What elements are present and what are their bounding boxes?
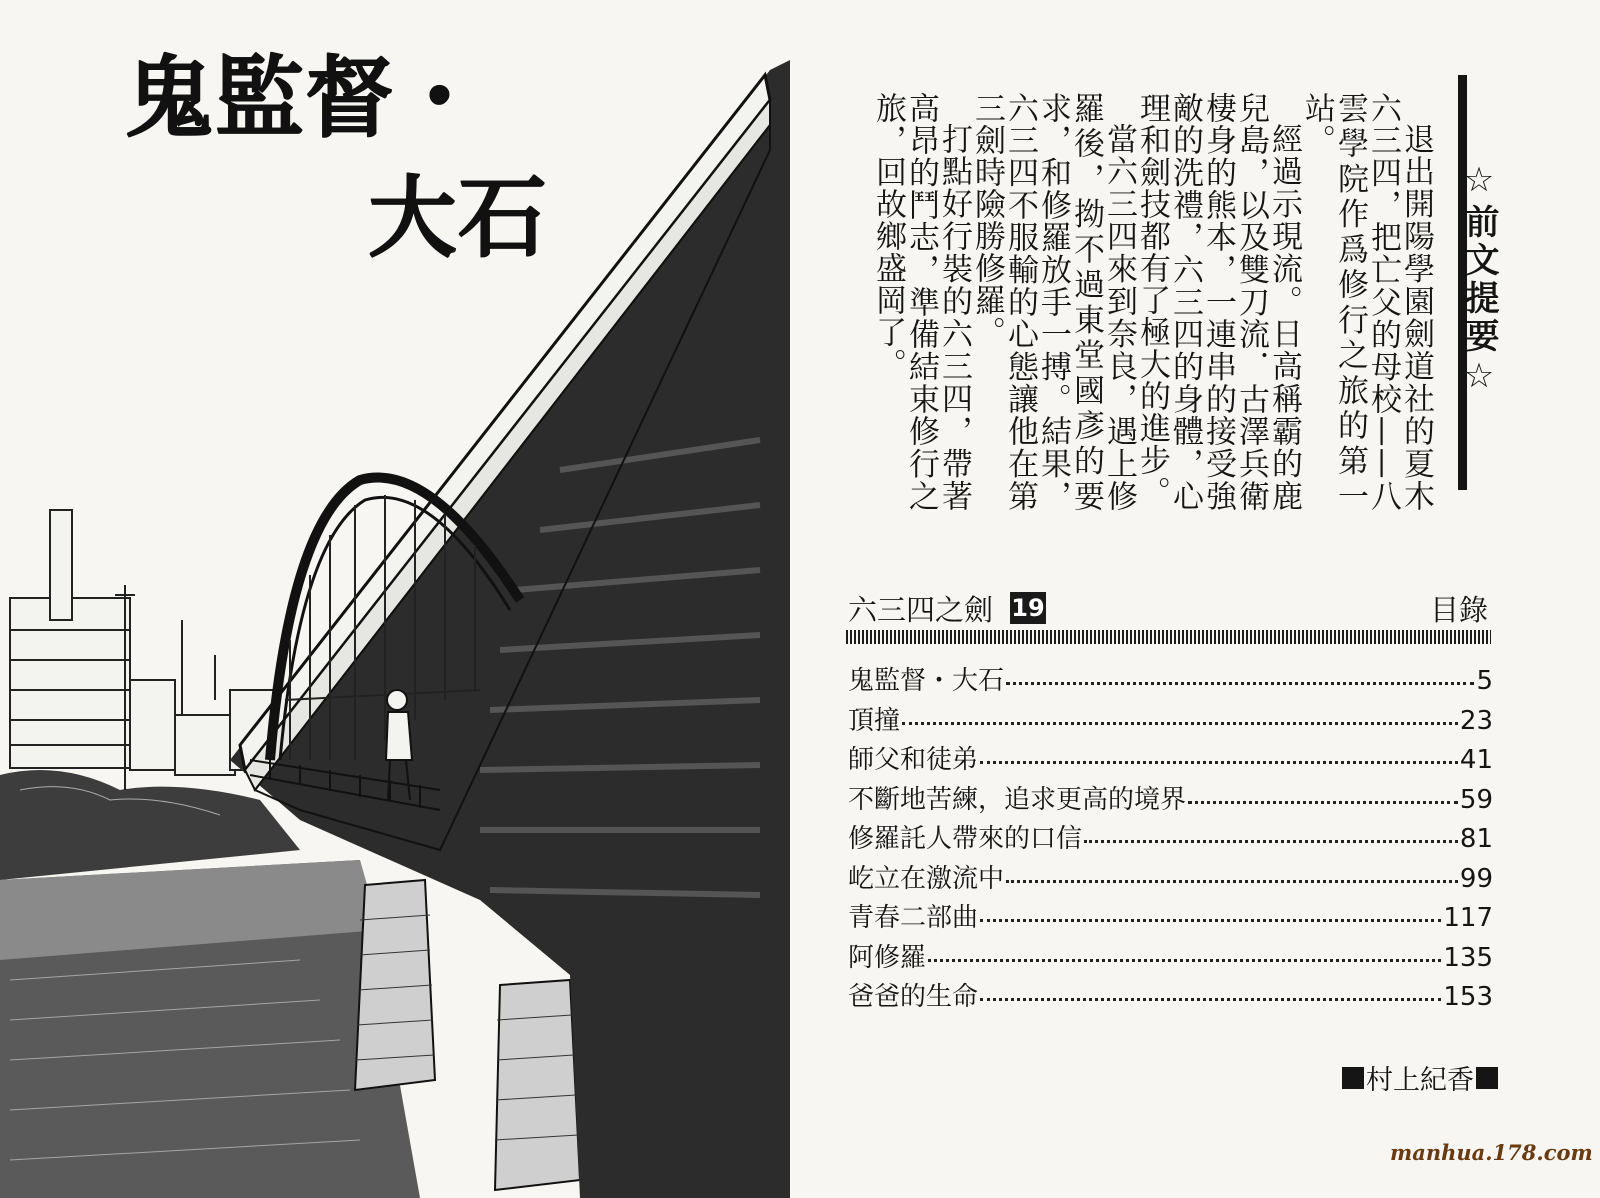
toc-item[interactable] <box>848 700 1493 740</box>
toc-item[interactable] <box>848 660 1493 700</box>
toc-item-page: 81 <box>1459 824 1493 854</box>
toc-item[interactable] <box>848 858 1493 898</box>
synopsis-paragraph: 退出開陽學園劍道社的夏木六三四，把亡父的母校——八雲學院作爲修行之旅的第一站。 <box>1299 92 1434 512</box>
volume-badge: 19 <box>1011 594 1045 622</box>
toc-leader <box>1084 836 1458 843</box>
toc-list <box>848 660 1493 1016</box>
series-title: 六三四之劍 <box>848 593 994 627</box>
toc-item-title: 青春二部曲 <box>848 903 979 933</box>
toc-item-title: 屹立在激流中 <box>848 863 1005 894</box>
toc-leader <box>1006 678 1474 685</box>
left-page <box>0 0 790 1198</box>
toc-item-title: 修羅託人帶來的口信 <box>848 824 1083 854</box>
toc-item-title: 師父和徒弟 <box>848 745 979 775</box>
toc-item[interactable] <box>848 779 1493 819</box>
toc-item[interactable] <box>848 937 1493 977</box>
toc-header <box>848 588 1488 628</box>
toc-item-title: 阿修羅 <box>848 942 927 973</box>
square-bullet-icon <box>1476 1067 1498 1089</box>
toc-leader <box>928 955 1441 962</box>
toc-item-title: 鬼監督・大石 <box>848 666 1005 696</box>
toc-item-page: 135 <box>1443 942 1493 973</box>
toc-item-title: 頂撞 <box>848 705 901 736</box>
toc-leader <box>980 994 1441 1001</box>
toc-item[interactable] <box>848 897 1493 937</box>
toc-leader <box>902 718 1458 725</box>
toc-leader <box>1188 797 1458 804</box>
toc-item-page: 153 <box>1443 982 1493 1012</box>
bridge-illustration <box>0 60 790 1198</box>
toc-leader <box>980 915 1441 922</box>
site-watermark: manhua.178.com <box>1390 1140 1593 1165</box>
toc-item-page: 117 <box>1443 903 1493 933</box>
toc-item-page: 99 <box>1459 863 1493 894</box>
synopsis-body <box>871 92 1432 512</box>
synopsis-paragraph: 打點好行裝的六三四，帶著高昂的鬥志，準備結束修行之旅，回故鄉盛岡了。 <box>870 92 972 512</box>
toc-divider <box>846 630 1491 644</box>
author-name: 村上紀香 <box>1366 1065 1474 1096</box>
toc-item-title: 爸爸的生命 <box>848 982 979 1012</box>
toc-item-page: 41 <box>1459 745 1493 775</box>
toc-item[interactable] <box>848 739 1493 779</box>
synopsis-paragraph: 當六三四來到奈良，遇上修羅後，拗不過東堂國彥的要求，和修羅放手一搏。結果，六三四不服輸的心態讓他在第三劍時險勝修羅。 <box>969 92 1137 512</box>
chapter-title-line2: 大石 <box>368 166 549 269</box>
chapter-title-line1: 鬼監督・ <box>125 46 486 149</box>
toc-item[interactable] <box>848 976 1493 1016</box>
toc-item-title: 不斷地苦練，追求更高的境界 <box>848 784 1187 815</box>
toc-item-page: 5 <box>1476 666 1493 696</box>
toc-leader <box>1006 876 1458 883</box>
contents-label: 目錄 <box>1429 593 1488 627</box>
synopsis-heading: ☆前文提要☆ <box>1459 160 1499 400</box>
synopsis-paragraph: 經過示現流。日高稱霸的鹿兒島，以及雙刀流．古澤兵衛棲身的熊本，一連串的接受強敵的洗禮，六三四的身體，心理和劍技都有了極大的進步。 <box>1134 92 1302 512</box>
toc-item[interactable] <box>848 818 1493 858</box>
toc-leader <box>980 757 1458 764</box>
square-bullet-icon <box>1342 1067 1364 1089</box>
right-page <box>790 0 1600 1198</box>
toc-item-page: 59 <box>1459 784 1493 815</box>
author-credit <box>1340 1058 1500 1097</box>
toc-item-page: 23 <box>1459 705 1493 736</box>
